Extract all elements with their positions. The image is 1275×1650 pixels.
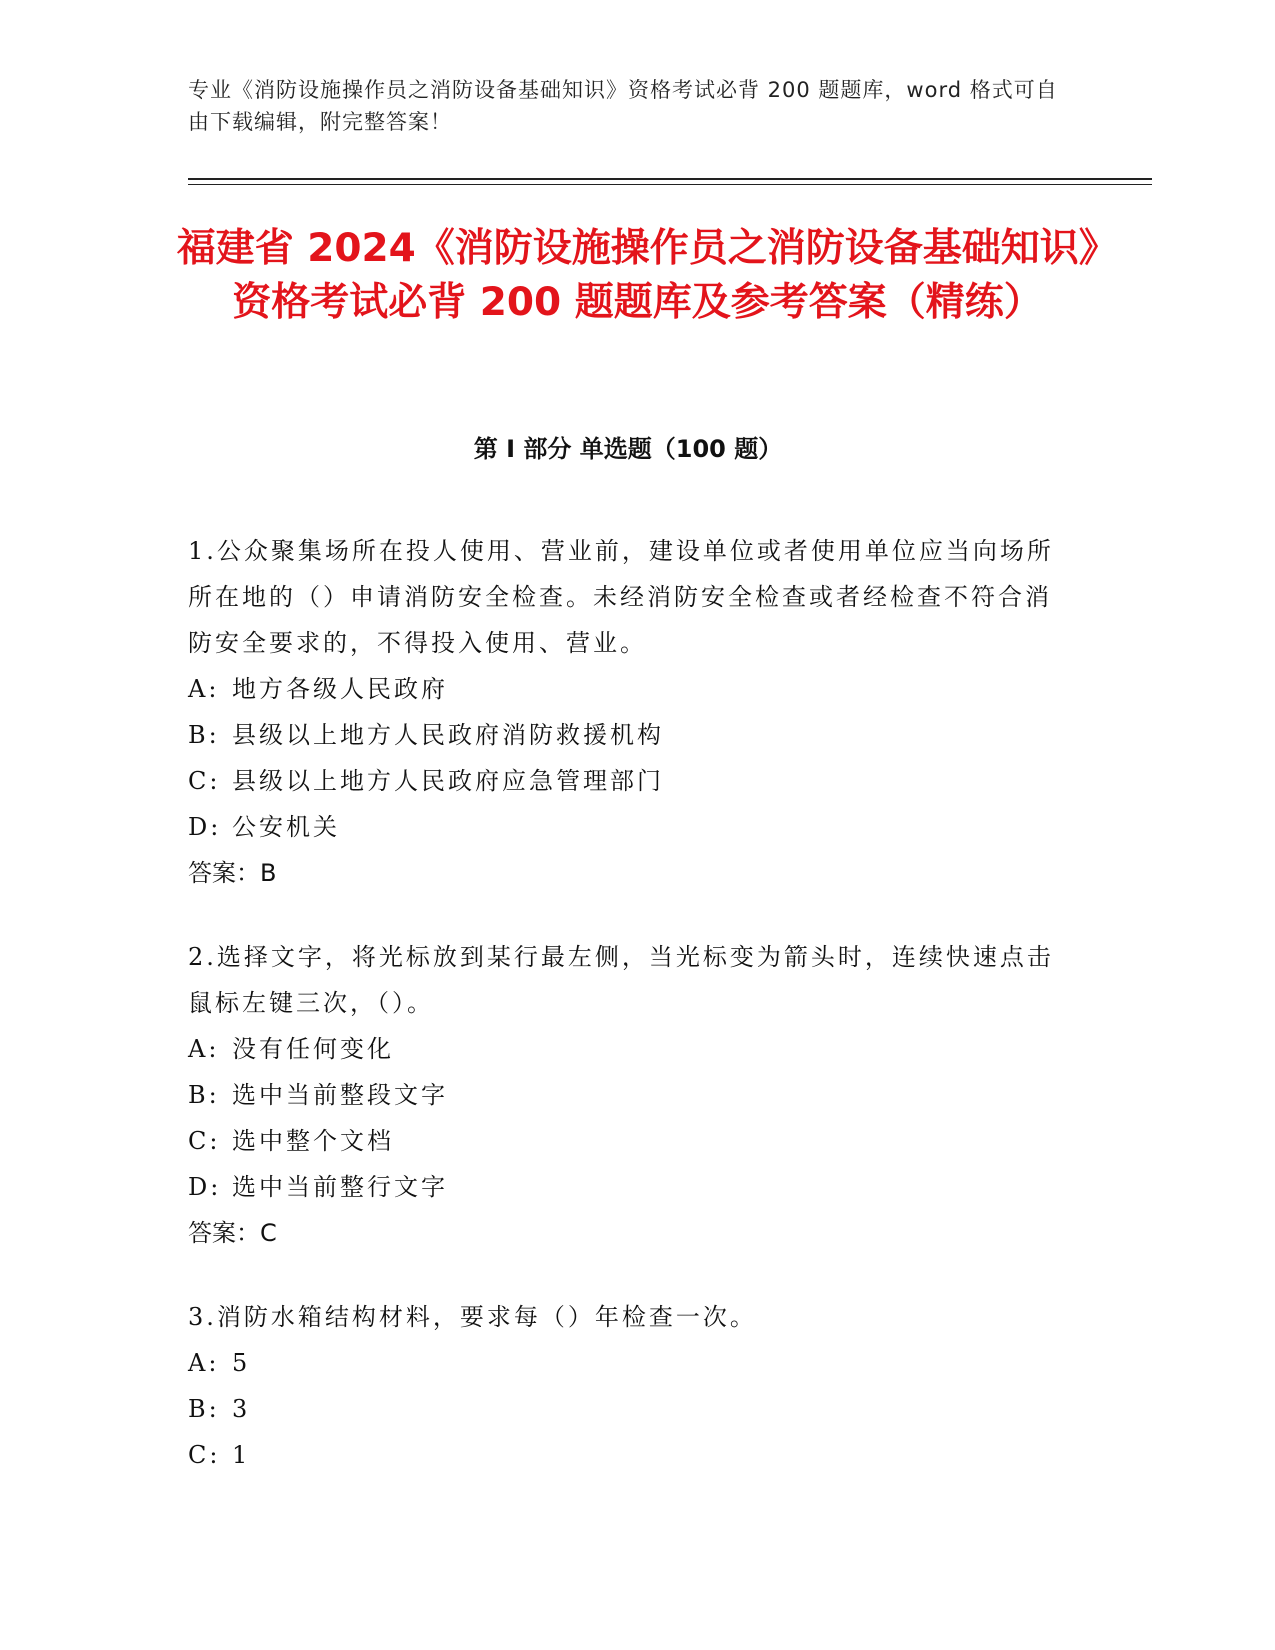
option-text: 1	[232, 1441, 251, 1469]
option-letter: B:	[188, 721, 220, 749]
option-b	[188, 1386, 1068, 1432]
question-2	[188, 934, 1068, 1256]
option-letter: A:	[188, 675, 220, 703]
option-text: 地方各级人民政府	[232, 675, 448, 703]
answer-line: 答案：B	[188, 859, 277, 887]
option-c	[188, 1432, 1068, 1478]
option-letter: C:	[188, 1127, 221, 1155]
question-stem: 1.公众聚集场所在投人使用、营业前，建设单位或者使用单位应当向场所所在地的（）申请消防安全检查。未经消防安全检查或者经检查不符合消防安全要求的，不得投入使用、营业。	[188, 537, 1054, 657]
option-b	[188, 712, 1068, 758]
question-stem: 2.选择文字，将光标放到某行最左侧，当光标变为箭头时，连续快速点击鼠标左键三次，（）。	[188, 943, 1054, 1017]
option-letter: A:	[188, 1349, 220, 1377]
question-1	[188, 528, 1068, 896]
option-d	[188, 1164, 1068, 1210]
option-letter: D:	[188, 1173, 222, 1201]
option-text: 公安机关	[232, 813, 340, 841]
option-letter: C:	[188, 767, 221, 795]
option-text: 3	[232, 1395, 251, 1423]
option-c	[188, 1118, 1068, 1164]
option-text: 县级以上地方人民政府应急管理部门	[232, 767, 664, 795]
header-divider-thin	[188, 184, 1152, 185]
option-text: 县级以上地方人民政府消防救援机构	[232, 721, 664, 749]
option-d	[188, 804, 1068, 850]
option-text: 选中当前整段文字	[232, 1081, 448, 1109]
option-b	[188, 1072, 1068, 1118]
option-letter: B:	[188, 1395, 220, 1423]
header-note: 专业《消防设施操作员之消防设备基础知识》资格考试必背 200 题题库，word 格式可自由下载编辑，附完整答案！	[188, 78, 1058, 134]
option-letter: A:	[188, 1035, 220, 1063]
option-c	[188, 758, 1068, 804]
document-title: 福建省 2024《消防设施操作员之消防设备基础知识》资格考试必背 200 题题库及参考答案（精练）	[176, 226, 1099, 325]
option-a	[188, 666, 1068, 712]
option-text: 选中当前整行文字	[232, 1173, 448, 1201]
option-letter: C:	[188, 1441, 221, 1469]
option-a	[188, 1026, 1068, 1072]
answer-line: 答案：C	[188, 1219, 277, 1247]
option-a	[188, 1340, 1068, 1386]
question-3	[188, 1294, 1068, 1478]
option-text: 没有任何变化	[232, 1035, 394, 1063]
option-text: 选中整个文档	[232, 1127, 394, 1155]
option-letter: D:	[188, 813, 222, 841]
header-divider-thick	[188, 178, 1152, 180]
section-title: 第 I 部分 单选题（100 题）	[473, 435, 783, 463]
option-letter: B:	[188, 1081, 220, 1109]
option-text: 5	[232, 1349, 251, 1377]
question-stem: 3.消防水箱结构材料，要求每（）年检查一次。	[188, 1303, 757, 1331]
